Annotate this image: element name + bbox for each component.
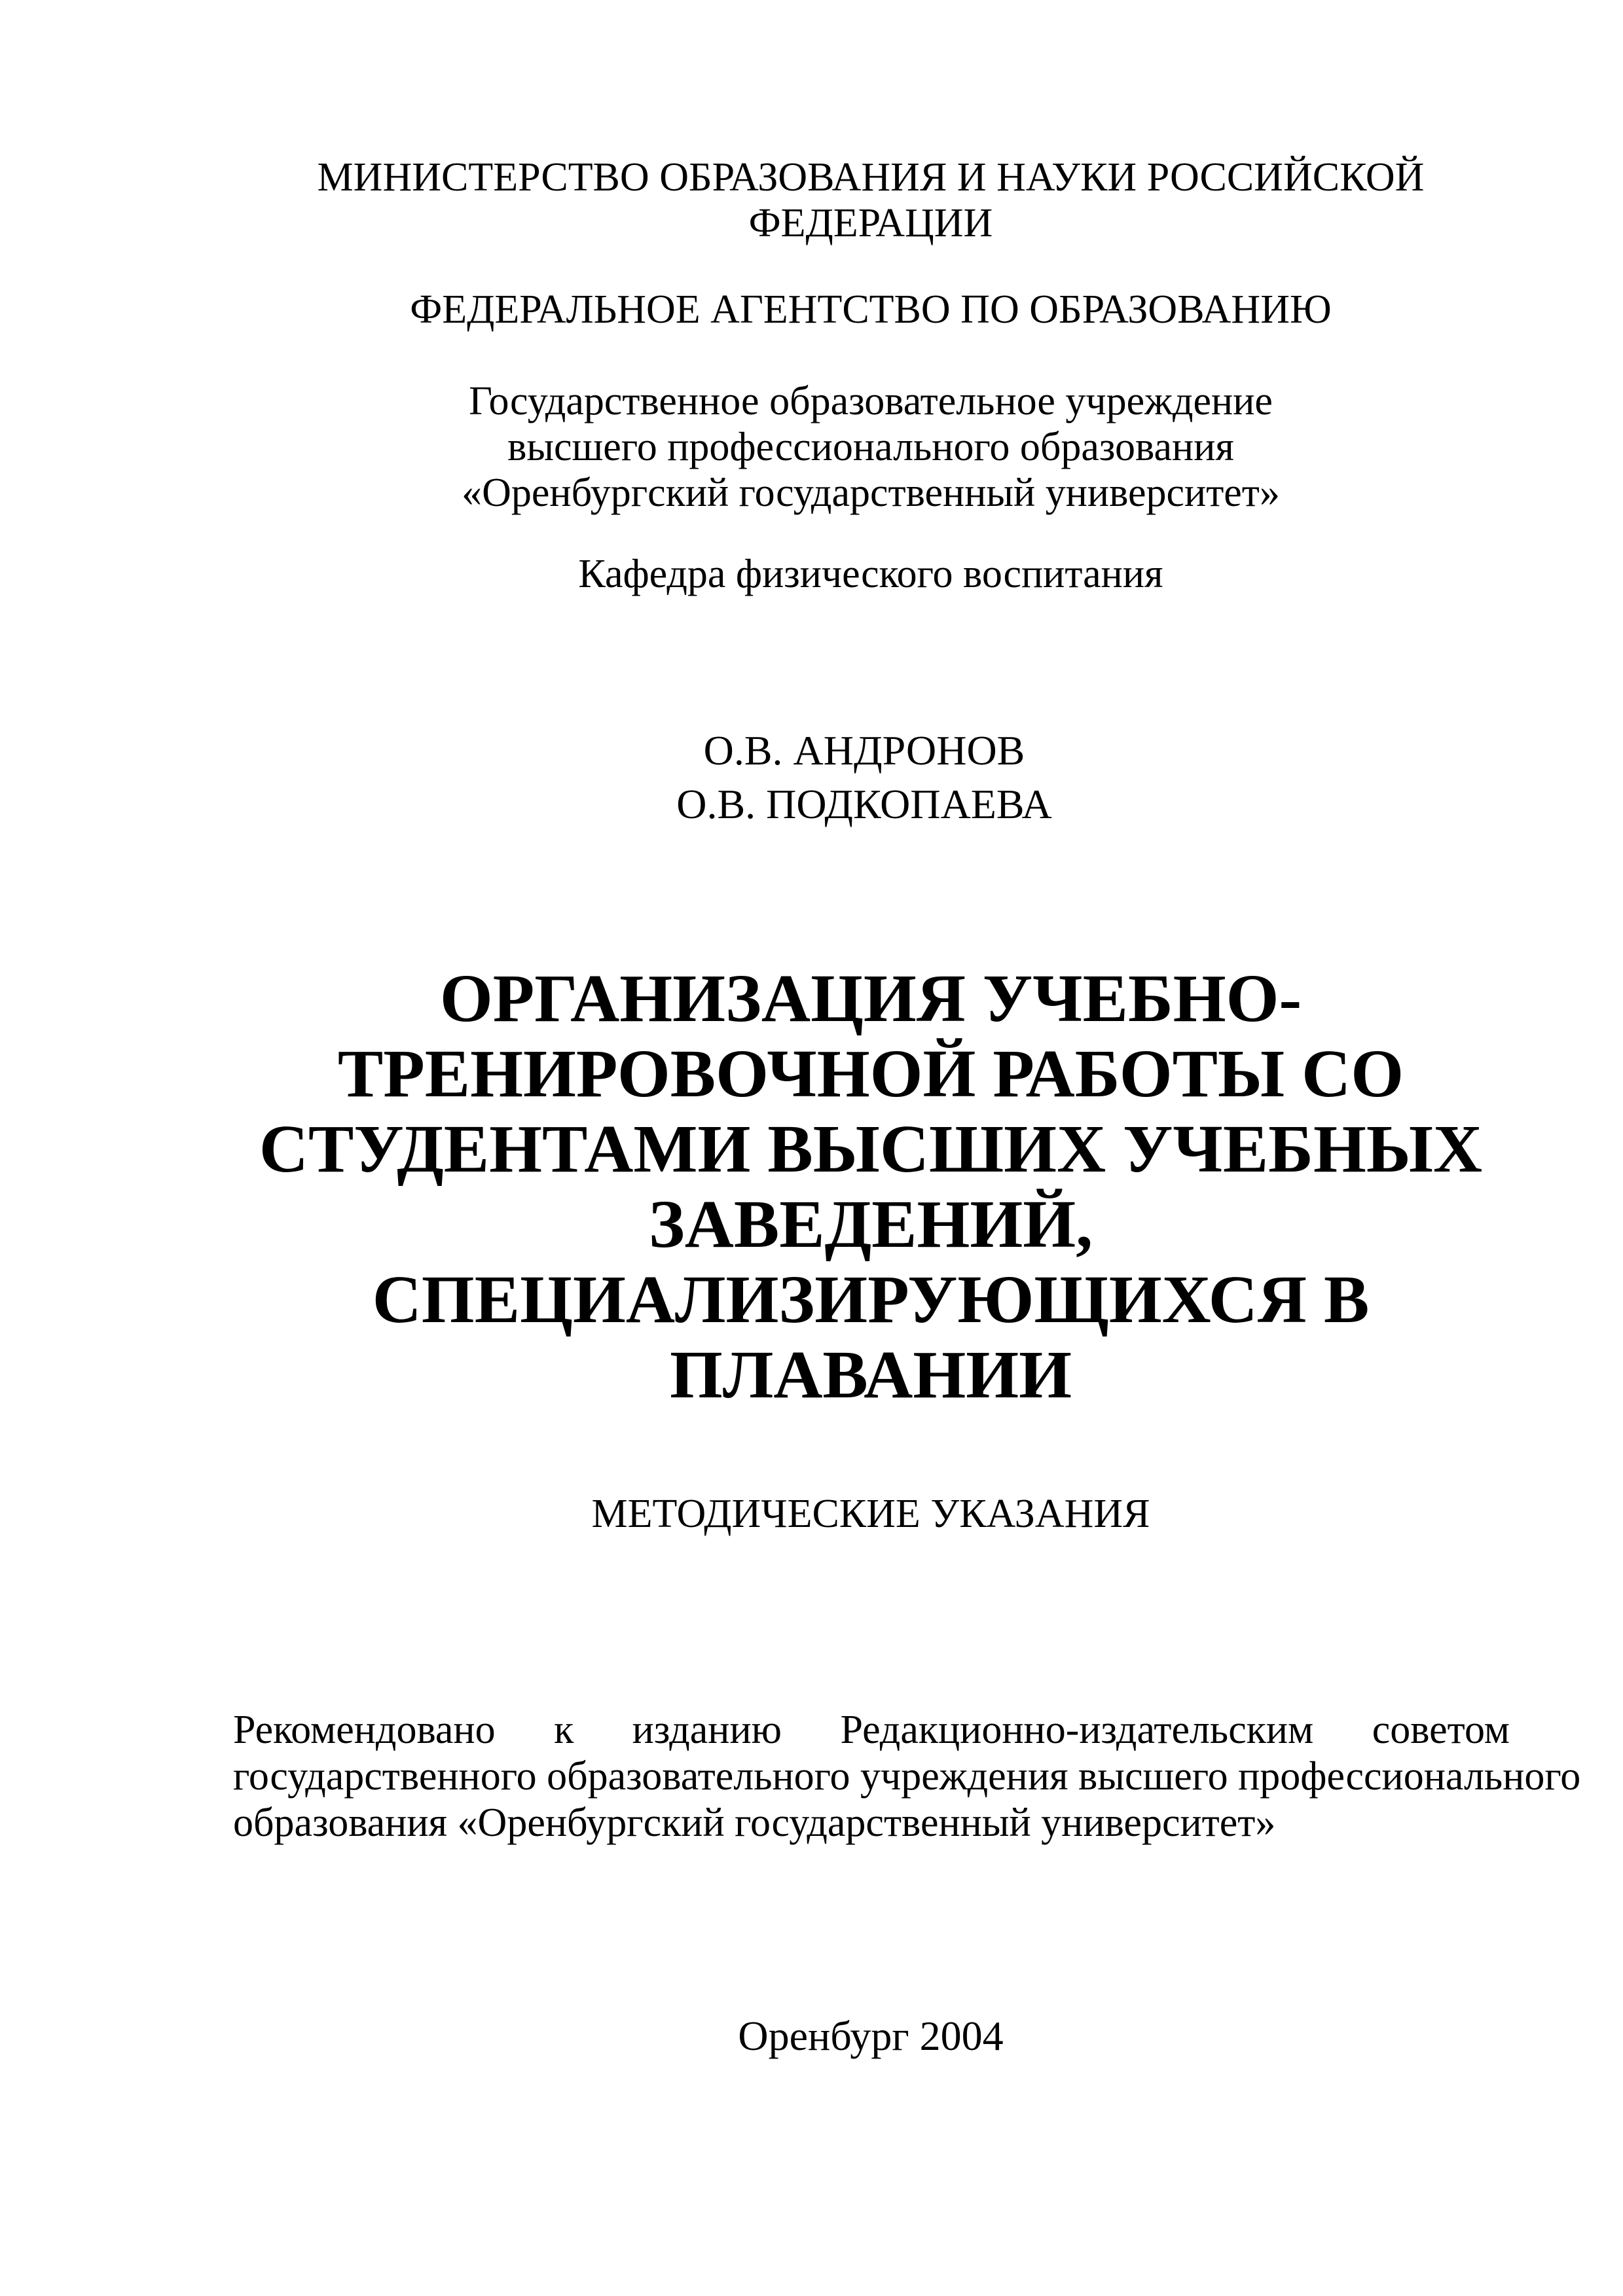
title-line-3: СТУДЕНТАМИ ВЫСШИХ УЧЕБНЫХ	[259, 1111, 1483, 1187]
agency-heading: ФЕДЕРАЛЬНОЕ АГЕНТСТВО ПО ОБРАЗОВАНИЮ	[410, 287, 1332, 332]
institution-heading	[0, 378, 1623, 516]
city-and-year: Оренбург 2004	[738, 2013, 1004, 2059]
title-line-1: ОРГАНИЗАЦИЯ УЧЕБНО-	[439, 961, 1302, 1036]
author-2: О.В. ПОДКОПАЕВА	[676, 781, 1052, 827]
authors	[0, 724, 1623, 831]
recommendation-word: к	[554, 1708, 574, 1752]
ministry-heading	[0, 154, 1623, 246]
recommendation-line-3: образования «Оренбургский государственный университет»	[233, 1801, 1276, 1845]
document-title	[0, 961, 1623, 1412]
recommendation-word: Редакционно-издательским	[840, 1708, 1314, 1752]
institution-line-2: высшего профессионального образования	[507, 425, 1234, 469]
title-line-2: ТРЕНИРОВОЧНОЙ РАБОТЫ СО	[337, 1036, 1404, 1111]
institution-line-1: Государственное образовательное учреждение	[469, 379, 1273, 423]
title-line-4: ЗАВЕДЕНИЙ,	[648, 1187, 1093, 1262]
recommendation-word: советом	[1372, 1708, 1510, 1752]
title-line-6: ПЛАВАНИИ	[669, 1337, 1072, 1412]
recommendation-line-1	[233, 1707, 1510, 1753]
ministry-line-1: МИНИСТЕРСТВО ОБРАЗОВАНИЯ И НАУКИ РОССИЙСКОЙ	[317, 155, 1425, 200]
institution-line-3: «Оренбургский государственный университет»	[462, 471, 1280, 515]
title-line-5: СПЕЦИАЛИЗИРУЮЩИХСЯ В	[372, 1262, 1370, 1337]
department-heading: Кафедра физического воспитания	[578, 552, 1163, 596]
recommendation-word: изданию	[632, 1708, 782, 1752]
publication-recommendation	[233, 1707, 1581, 1846]
author-1: О.В. АНДРОНОВ	[703, 727, 1025, 774]
document-type: МЕТОДИЧЕСКИЕ УКАЗАНИЯ	[591, 1492, 1150, 1536]
ministry-line-2: ФЕДЕРАЦИИ	[748, 201, 993, 245]
recommendation-word: Рекомендовано	[233, 1708, 496, 1752]
recommendation-line-2: государственного образовательного учреждения высшего профессионального	[233, 1754, 1581, 1799]
